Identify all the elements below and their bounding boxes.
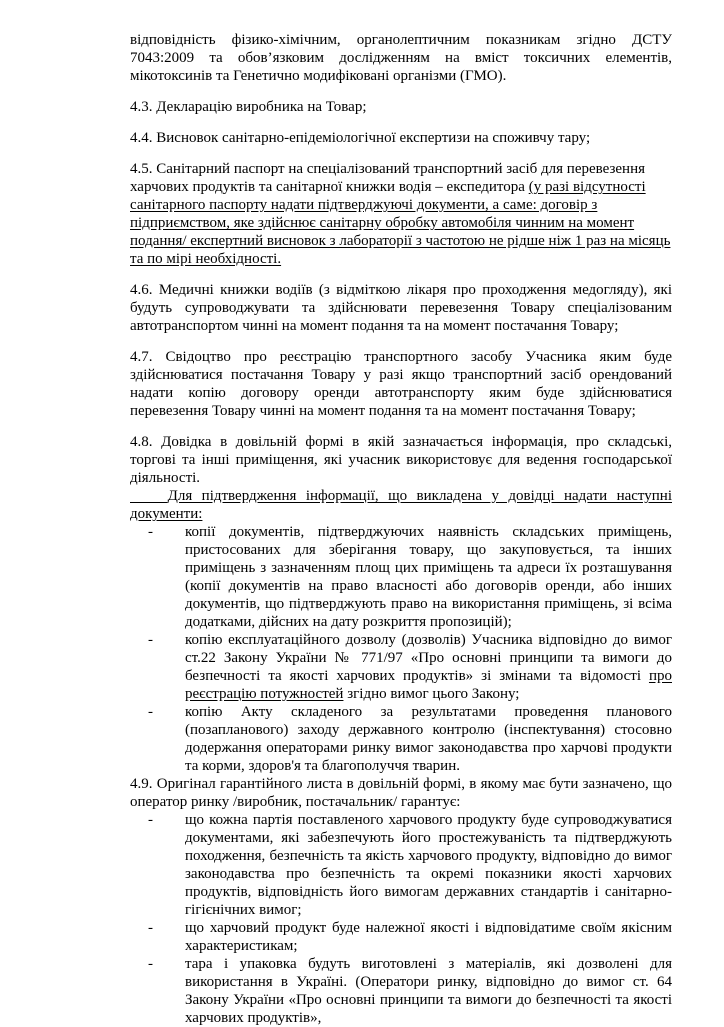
clause-4-6: 4.6. Медичні книжки водіїв (з відміткою лікаря про проходження медогляду), які будуть супроводжувати та здійснювати перевезення Товару спеціалізованим автотранспортом чинні на момент подання та на момент постачання Товару; (130, 282, 672, 334)
paragraph-continuation: відповідність фізико-хімічним, органолептичним показникам згідно ДСТУ 7043:2009 та обов’язковим дослідженням на вміст токсичних елементів, мікотоксинів та Генетично модифіковані організми (ГМО). (130, 32, 672, 84)
list-item (130, 703, 672, 775)
clause-4-5-underlined-text: (у разі відсутності санітарного паспорту надати підтверджуючі документи, а саме: договір з підприємством, яке здійснює санітарну обробку автомобіля чинним на момент подання/ експертний висновок з лабораторії з частотою не рідше ніж 1 раз на місяць та по мірі необхідності. (130, 179, 671, 267)
clause-4-8-subheading-underlined: Для підтвердження інформації, що викладена у довідці надати наступні документи: (130, 488, 672, 522)
list-item-text: копію експлуатаційного дозволу (дозволів) Учасника відповідно до вимог ст.22 Закону України № 771/97 «Про основні принципи та вимоги до безпечності та якості харчових продуктів» зі змінами та відомості (185, 632, 672, 684)
list-item-text: що харчовий продукт буде належної якості і відповідатиме своїм якісним характеристикам; (185, 920, 672, 954)
list-item-underlined-text: про реєстрацію потужностей (185, 668, 672, 702)
clause-4-4: 4.4. Висновок санітарно-епідеміологічної експертизи на споживчу тару; (130, 130, 591, 146)
list-item (130, 523, 672, 631)
list-item-text: копії документів, підтверджуючих наявність складських приміщень, пристосованих для зберігання товару, що закуповується, та інших приміщень з зазначенням площ цих приміщень та адреси їх розташування (копії документів на право власності або договорів оренди, або інших документів, що підтверджують право на використання приміщень, зі всіма додатками, дійсних на дату розкриття пропозицій); (185, 524, 672, 630)
list-item-text: згідно вимог цього Закону; (343, 686, 520, 702)
list-item (130, 955, 672, 1027)
clause-4-8: 4.8. Довідка в довільній формі в якій зазначається інформація, про складські, торгові та інші приміщення, які учасник використовує для ведення господарської діяльності. (130, 434, 672, 486)
clause-4-8-subheading (130, 487, 672, 523)
list-item (130, 811, 672, 919)
clause-4-3: 4.3. Декларацію виробника на Товар; (130, 99, 367, 115)
list-item-text: копію Акту складеного за результатами проведення планового (позапланового) заходу державного контролю (інспектування) стосовно додержання операторами ринку вимог законодавства про харчові продукти та корми, здоров'я та благополуччя тварин. (185, 704, 672, 774)
clause-4-8-list (130, 523, 672, 775)
clause-4-5-plain-text: 4.5. Санітарний паспорт на спеціалізований транспортний засіб для перевезення харчових продуктів та санітарної книжки водія – експедитора (130, 161, 646, 195)
clause-4-9-list (130, 811, 672, 1027)
list-item-text: тара і упаковка будуть виготовлені з матеріалів, які дозволені для використання в Україні. (Оператори ринку, відповідно до вимог ст. 64 Закону України «Про основні принципи та вимоги до безпечності та якості харчових продуктів», (185, 956, 672, 1026)
list-item (130, 919, 672, 955)
clause-4-5 (130, 160, 672, 268)
clause-4-9: 4.9. Оригінал гарантійного листа в довільній формі, в якому має бути зазначено, що оператор ринку /виробник, постачальник/ гарантує: (130, 776, 672, 810)
clause-4-7: 4.7. Свідоцтво про реєстрацію транспортного засобу Учасника яким буде здійснюватися постачання Товару у разі якщо транспортний засіб орендований надати копію договору оренди автотранспорту яким буде здійснюватися перевезення Товару чинні на момент подання та на момент постачання Товару; (130, 349, 672, 419)
list-item-text: що кожна партія поставленого харчового продукту буде супроводжуватися документами, які забезпечують його простежуваність та підтверджують походження, безпечність та якість харчового продукту, відповідно до вимог законодавства про безпечність та окремі показники якості харчових продуктів, відповідність його вимогам державних стандартів і санітарно-гігієнічних вимог; (185, 812, 672, 918)
list-item (130, 631, 672, 703)
